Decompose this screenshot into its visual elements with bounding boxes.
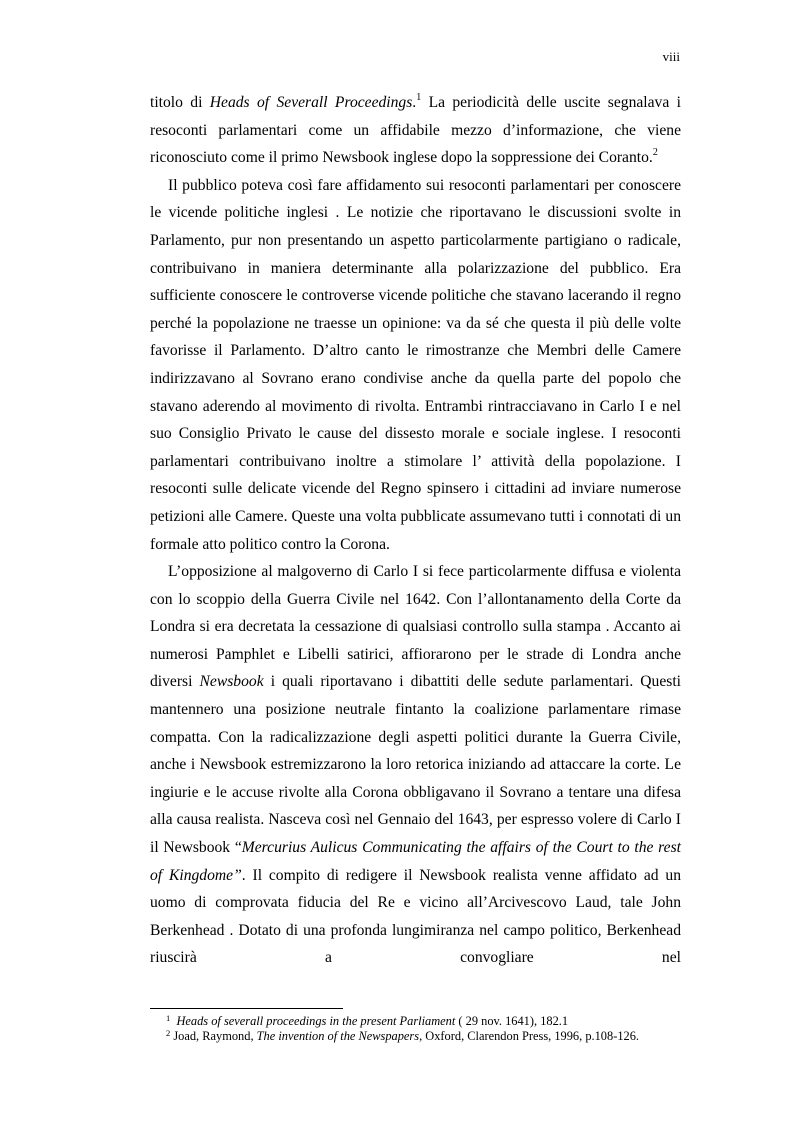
paragraph-text: L’opposizione al malgoverno di Carlo I si fece particolarmente diffusa e violenta con lo scoppio della Guerra Civile nel 1642. Con l’allontanamento della Corte da Londra si era decretata la cessazione di qualsiasi controllo sulla stampa . Accanto ai numerosi Pamphlet e Libelli satirici, affiorarono per le strade di Londra anche diversi [150,563,681,691]
italic-title: Mercurius Aulicus Communicating the affairs of the Court to the rest of Kingdome” [150,839,681,884]
footnote-text: ( 29 nov. 1641), 182.1 [455,1014,569,1028]
paragraph-3 [150,558,681,972]
body-text [150,89,681,972]
footnote-text: , Oxford, Clarendon Press, 1996, p.108-126. [419,1028,640,1043]
footnote-number: 2 [166,1027,171,1038]
footnote-separator [150,1008,343,1009]
paragraph-text: i quali riportavano i dibattiti delle sedute parlamentari. Questi mantennero una posizione neutrale fintanto la coalizione parlamentare rimase compatta. Con la radicalizzazione degli aspetti politici durante la Guerra Civile, anche i Newsbook estremizzarono la loro retorica iniziando ad attaccare la corte. Le ingiurie e le accuse rivolte alla Corona obbligavano il Sovrano a tentare una difesa alla causa realista. Nasceva così nel Gennaio del 1643, per espresso volere di Carlo I il Newsbook “ [150,673,681,857]
paragraph-text: titolo di [150,94,210,111]
italic-title: Heads of Severall Proceedings [209,94,413,111]
paragraph-1 [150,89,681,172]
paragraph-text: . [412,94,417,111]
footnote-number: 1 [166,1013,171,1023]
footnote-1 [166,1014,686,1029]
italic-title: Newsbook [199,673,264,691]
footnote-ref-2[interactable]: 2 [652,147,658,159]
paragraph-2: Il pubblico poteva così fare affidamento sui resoconti parlamentari per conoscere le vicende politiche inglesi . Le notizie che riportavano le discussioni svolte in Parlamento, pur non presentando un aspetto particolarmente partigiano o radicale, contribuivano in maniera determinante alla polarizzazione del pubblico. Era sufficiente conoscere le controverse vicende politiche che stavano lacerando il regno perché la popolazione ne traesse un opinione: va da sé che questa il più delle volte favorisse il Parlamento. D’altro canto le rimostranze che Membri delle Camere indirizzavano al Sovrano erano condivise anche da quella parte del popolo che stavano aderendo al movimento di rivolta. Entrambi rintracciavano in Carlo I e nel suo Consiglio Privato le cause del dissesto morale e sociale inglese. I resoconti parlamentari contribuivano inoltre a stimolare l’ attività della popolazione. I resoconti sulle delicate vicende del Regno spinsero i cittadini ad inviare numerose petizioni alle Camere. Queste una volta pubblicate assumevano tutti i connotati di un formale atto politico contro la Corona. [150,176,681,553]
page-number: viii [662,49,680,64]
footnote-2 [166,1029,686,1044]
footnote-title: Heads of severall proceedings in the present Parliament [176,1014,456,1028]
paragraph-text: . Il compito di redigere il Newsbook realista venne affidato ad un uomo di comprovata fiducia del Re e vicino all’Arcivescovo Laud, tale John Berkenhead . Dotato di una profonda lungimiranza nel campo politico, Berkenhead riuscirà a convogliare nel [150,866,681,967]
footnote-text: Joad, Raymond, [170,1028,257,1043]
footnotes [166,1014,686,1043]
paragraph-text: La periodicità delle uscite segnalava i resoconti parlamentari come un affidabile mezzo d’informazione, che viene riconosciuto come il primo Newsbook inglese dopo la soppressione dei Coranto. [150,94,681,167]
footnote-title: The invention of the Newspapers [256,1028,420,1043]
footnote-ref-1[interactable]: 1 [416,92,422,103]
